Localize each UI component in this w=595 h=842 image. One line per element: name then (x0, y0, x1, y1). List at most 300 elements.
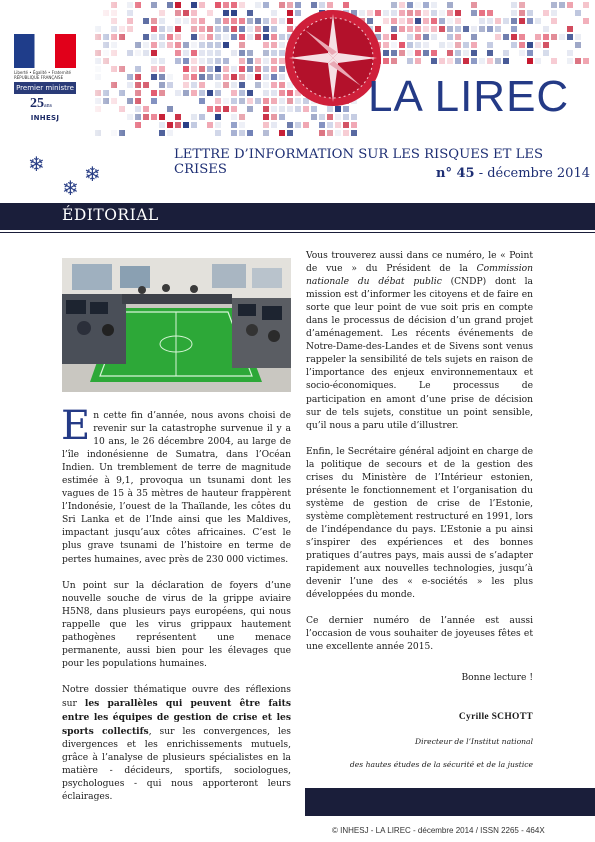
mosaic-tile (471, 58, 477, 64)
mosaic-tile (423, 2, 429, 8)
mosaic-tile (175, 18, 181, 24)
mosaic-tile (471, 2, 477, 8)
mosaic-tile (207, 106, 213, 112)
mosaic-tile (415, 18, 421, 24)
mosaic-tile (279, 66, 285, 72)
mosaic-tile (279, 50, 285, 56)
crisis-room-photo (62, 258, 291, 392)
mosaic-tile (463, 50, 469, 56)
mosaic-tile (431, 34, 437, 40)
mosaic-tile (151, 2, 157, 8)
mosaic-tile (215, 26, 221, 32)
mosaic-tile (551, 18, 557, 24)
mosaic-tile (287, 2, 293, 8)
mosaic-tile (511, 34, 517, 40)
mosaic-tile (391, 58, 397, 64)
mosaic-tile (263, 98, 269, 104)
mosaic-tile (415, 2, 421, 8)
mosaic-tile (391, 18, 397, 24)
mosaic-tile (207, 66, 213, 72)
mosaic-tile (327, 122, 333, 128)
mosaic-tile (159, 74, 165, 80)
mosaic-tile (503, 18, 509, 24)
mosaic-tile (327, 114, 333, 120)
mosaic-tile (223, 18, 229, 24)
mosaic-tile (279, 58, 285, 64)
mosaic-tile (447, 2, 453, 8)
mosaic-tile (167, 82, 173, 88)
editorial-left-column (61, 403, 291, 817)
mosaic-tile (327, 106, 333, 112)
mosaic-tile (175, 122, 181, 128)
mosaic-tile (271, 42, 277, 48)
mosaic-tile (399, 42, 405, 48)
mosaic-tile (295, 10, 301, 16)
mosaic-tile (215, 42, 221, 48)
french-flag-icon (14, 34, 76, 68)
mosaic-tile (439, 18, 445, 24)
mosaic-tile (271, 106, 277, 112)
mosaic-tile (247, 130, 253, 136)
mosaic-tile (543, 34, 549, 40)
mosaic-tile (239, 34, 245, 40)
mosaic-tile (239, 74, 245, 80)
newsletter-subtitle: LETTRE D’INFORMATION SUR LES RISQUES ET LES CRISES (174, 147, 544, 177)
mosaic-tile (367, 10, 373, 16)
mosaic-tile (263, 122, 269, 128)
footer-text: © INHESJ - LA LIREC - décembre 2014 / ISSN 2265 - 464X (332, 826, 545, 835)
mosaic-tile (287, 26, 293, 32)
mosaic-tile (231, 2, 237, 8)
mosaic-tile (279, 130, 285, 136)
drop-cap: E (61, 403, 91, 449)
snowflake-icon: ❄ (62, 176, 79, 200)
mosaic-tile (303, 122, 309, 128)
mosaic-tile (183, 18, 189, 24)
mosaic-tile (295, 98, 301, 104)
mosaic-tile (263, 130, 269, 136)
mosaic-tile (455, 18, 461, 24)
mosaic-tile (567, 50, 573, 56)
mosaic-tile (231, 74, 237, 80)
mosaic-tile (263, 58, 269, 64)
mosaic-tile (471, 26, 477, 32)
mosaic-tile (447, 10, 453, 16)
mosaic-tile (191, 82, 197, 88)
mosaic-tile (223, 98, 229, 104)
mosaic-tile (263, 50, 269, 56)
mosaic-tile (287, 98, 293, 104)
mosaic-tile (583, 2, 589, 8)
signature-name: Cyrille SCHOTT (458, 712, 533, 723)
mosaic-tile (263, 66, 269, 72)
mosaic-tile (231, 122, 237, 128)
mosaic-tile (495, 58, 501, 64)
mosaic-tile (263, 42, 269, 48)
mosaic-tile (223, 34, 229, 40)
mosaic-tile (287, 18, 293, 24)
mosaic-tile (239, 50, 245, 56)
mosaic-tile (327, 2, 333, 8)
mosaic-tile (199, 90, 205, 96)
section-title: ÉDITORIAL (62, 206, 159, 224)
mosaic-tile (247, 90, 253, 96)
mosaic-tile (407, 18, 413, 24)
mosaic-tile (215, 18, 221, 24)
mosaic-tile (495, 26, 501, 32)
mosaic-tile (423, 18, 429, 24)
mosaic-tile (383, 58, 389, 64)
mosaic-tile (415, 26, 421, 32)
mosaic-tile (431, 50, 437, 56)
signature-role-line-1: Directeur de l’Institut national (415, 737, 533, 747)
mosaic-tile (183, 50, 189, 56)
mosaic-tile (487, 42, 493, 48)
mosaic-tile (199, 114, 205, 120)
mosaic-tile (439, 42, 445, 48)
mosaic-tile (335, 122, 341, 128)
mosaic-tile (407, 10, 413, 16)
compass-icon (285, 10, 381, 106)
mosaic-tile (167, 26, 173, 32)
mosaic-tile (159, 26, 165, 32)
mosaic-tile (263, 34, 269, 40)
mosaic-tile (191, 42, 197, 48)
mosaic-tile (231, 10, 237, 16)
mosaic-tile (519, 42, 525, 48)
mosaic-tile (175, 90, 181, 96)
mosaic-tile (159, 90, 165, 96)
mosaic-tile (423, 10, 429, 16)
mosaic-tile (431, 18, 437, 24)
mosaic-tile (415, 50, 421, 56)
mosaic-tile (439, 10, 445, 16)
mosaic-tile (223, 82, 229, 88)
mosaic-tile (159, 82, 165, 88)
mosaic-tile (415, 58, 421, 64)
mosaic-tile (151, 42, 157, 48)
mosaic-tile (271, 58, 277, 64)
editorial-paragraph: Ce dernier numéro de l’année est aussi l’occasion de vous souhaiter de joyeuses fêtes et une excellente année 2015. (306, 616, 533, 653)
mosaic-tile (199, 66, 205, 72)
mosaic-tile (407, 50, 413, 56)
mosaic-tile (167, 2, 173, 8)
institute-name: INHESJ (30, 114, 60, 122)
mosaic-tile (183, 82, 189, 88)
mosaic-tile (535, 34, 541, 40)
mosaic-tile (511, 10, 517, 16)
mosaic-tile (191, 74, 197, 80)
mosaic-tile (383, 50, 389, 56)
mosaic-tile (207, 122, 213, 128)
issue-date: - décembre 2014 (474, 166, 590, 181)
mosaic-tile (159, 34, 165, 40)
mosaic-tile (215, 106, 221, 112)
mosaic-tile (391, 26, 397, 32)
mosaic-tile (271, 82, 277, 88)
editorial-paragraph: Vous trouverez aussi dans ce numéro, le « Point de vue » du Président de la Commission nationale du débat public (CNDP) dont la mission est d’informer les citoyens et de faire en sorte que leur point de vue soit pris en compte dans le processus de décision d’un grand projet d’aménagement. Les récents événements de Notre-Dame-des-Landes et de Sivens sont venus rappeler la sensibilité de tels sujets en raison de l’importance des enjeux environnementaux et socio-économiques. Le processus de participation en amont d’une prise de décision sur de tels sujets, constitue un point sensible, qu’il nous a paru utile d’illustrer. (306, 251, 533, 431)
mosaic-tile (279, 74, 285, 80)
mosaic-tile (351, 122, 357, 128)
mosaic-tile (527, 50, 533, 56)
mosaic-tile (423, 34, 429, 40)
mosaic-tile (159, 130, 165, 136)
mosaic-tile (263, 18, 269, 24)
mosaic-tile (575, 58, 581, 64)
mosaic-tile (255, 82, 261, 88)
mosaic-tile (343, 106, 349, 112)
mosaic-tile (287, 106, 293, 112)
anniversary-suffix: ans (44, 103, 52, 109)
mosaic-tile (175, 26, 181, 32)
mosaic-tile (199, 82, 205, 88)
mosaic-tile (215, 74, 221, 80)
mosaic-tile (151, 74, 157, 80)
mosaic-tile (375, 10, 381, 16)
mosaic-tile (191, 114, 197, 120)
mosaic-tile (527, 10, 533, 16)
mosaic-tile (287, 10, 293, 16)
mosaic-tile (239, 66, 245, 72)
mosaic-tile (311, 114, 317, 120)
mosaic-tile (303, 106, 309, 112)
mosaic-tile (295, 2, 301, 8)
mosaic-tile (247, 66, 253, 72)
mosaic-tile (479, 18, 485, 24)
mosaic-tile (415, 10, 421, 16)
mosaic-tile (151, 34, 157, 40)
mosaic-tile (503, 34, 509, 40)
mosaic-tile (447, 34, 453, 40)
editorial-right-column (306, 250, 533, 783)
mosaic-tile (527, 42, 533, 48)
mosaic-tile (343, 114, 349, 120)
mosaic-tile (439, 26, 445, 32)
mosaic-tile (215, 98, 221, 104)
mosaic-tile (263, 90, 269, 96)
mosaic-tile (463, 42, 469, 48)
mosaic-tile (175, 2, 181, 8)
mosaic-tile (255, 74, 261, 80)
mosaic-tile (271, 122, 277, 128)
mosaic-tile (423, 50, 429, 56)
mosaic-tile (151, 98, 157, 104)
mosaic-tile (207, 42, 213, 48)
mosaic-tile (199, 50, 205, 56)
mosaic-tile (527, 18, 533, 24)
mosaic-tile (239, 90, 245, 96)
mosaic-tile (199, 26, 205, 32)
mosaic-tile (431, 10, 437, 16)
mosaic-tile (271, 66, 277, 72)
mosaic-tile (415, 42, 421, 48)
mosaic-tile (511, 42, 517, 48)
mosaic-tile (407, 2, 413, 8)
mosaic-tile (255, 26, 261, 32)
mosaic-tile (367, 18, 373, 24)
mosaic-tile (567, 34, 573, 40)
mosaic-tile (311, 2, 317, 8)
mosaic-tile (351, 130, 357, 136)
mosaic-tile (159, 10, 165, 16)
mosaic-tile (567, 2, 573, 8)
mosaic-tile (191, 58, 197, 64)
mosaic-tile (335, 130, 341, 136)
mosaic-tile (199, 58, 205, 64)
mosaic-tile (159, 114, 165, 120)
mosaic-tile (519, 34, 525, 40)
mosaic-tile (271, 26, 277, 32)
mosaic-tile (431, 58, 437, 64)
mosaic-tile (199, 74, 205, 80)
mosaic-tile (231, 82, 237, 88)
mosaic-tile (311, 106, 317, 112)
mosaic-tile (535, 42, 541, 48)
mosaic-tile (271, 50, 277, 56)
mosaic-tile (543, 10, 549, 16)
mosaic-tile (175, 34, 181, 40)
mosaic-tile (383, 10, 389, 16)
mosaic-tile (239, 122, 245, 128)
mosaic-tile (175, 50, 181, 56)
mosaic-tile (239, 82, 245, 88)
mosaic-tile (479, 26, 485, 32)
mosaic-tile (471, 10, 477, 16)
mosaic-tile (199, 98, 205, 104)
mosaic-tile (191, 90, 197, 96)
mosaic-tile (191, 18, 197, 24)
mosaic-tile (279, 42, 285, 48)
mosaic-tile (239, 18, 245, 24)
mosaic-tile (151, 58, 157, 64)
mosaic-tile (183, 122, 189, 128)
mosaic-tile (255, 58, 261, 64)
mosaic-tile (279, 82, 285, 88)
mosaic-tile (551, 10, 557, 16)
mosaic-tile (295, 106, 301, 112)
mosaic-tile (223, 42, 229, 48)
mosaic-tile (471, 50, 477, 56)
mosaic-tile (383, 42, 389, 48)
mosaic-tile (207, 50, 213, 56)
mosaic-tile (391, 34, 397, 40)
mosaic-tile (431, 2, 437, 8)
mosaic-tile (167, 42, 173, 48)
mosaic-tile (279, 114, 285, 120)
mosaic-tile (543, 50, 549, 56)
mosaic-tile (423, 26, 429, 32)
mosaic-tile (247, 18, 253, 24)
mosaic-tile (271, 74, 277, 80)
mosaic-tile (239, 114, 245, 120)
mosaic-tile (151, 114, 157, 120)
mosaic-tile (191, 66, 197, 72)
mosaic-tile (215, 34, 221, 40)
signature-role-line-2: des hautes études de la sécurité et de la justice (349, 760, 533, 770)
mosaic-tile (471, 34, 477, 40)
mosaic-tile (551, 2, 557, 8)
italic-text: Commission nationale du débat public (306, 264, 533, 288)
mosaic-tile (271, 34, 277, 40)
closing-line: Bonne lecture ! (461, 673, 533, 684)
mosaic-tile (215, 122, 221, 128)
mosaic-tile (191, 2, 197, 8)
mosaic-tile (471, 42, 477, 48)
mosaic-tile (399, 50, 405, 56)
mosaic-tile (175, 114, 181, 120)
mosaic-tile (559, 34, 565, 40)
mosaic-tile (511, 26, 517, 32)
mosaic-tile (223, 10, 229, 16)
mosaic-tile (167, 34, 173, 40)
mosaic-tile (167, 74, 173, 80)
mosaic-tile (487, 26, 493, 32)
mosaic-tile (231, 98, 237, 104)
mosaic-tile (359, 10, 365, 16)
mosaic-tile (455, 34, 461, 40)
mosaic-tile (247, 10, 253, 16)
editorial-paragraph: Un point sur la déclaration de foyers d’une nouvelle souche de virus de la grippe aviaire H5N8, dans plusieurs pays européens, qui nous rappelle que les virus grippaux hautement pathogènes représentent une menace permanente, aussi bien pour les élevages que pour les populations humaines. (62, 580, 291, 669)
mosaic-tile (215, 50, 221, 56)
mosaic-tile (207, 26, 213, 32)
mosaic-tile (239, 98, 245, 104)
mosaic-tile (343, 130, 349, 136)
mosaic-tile (511, 2, 517, 8)
mosaic-tile (447, 58, 453, 64)
mosaic-tile (183, 42, 189, 48)
mosaic-tile (231, 50, 237, 56)
mosaic-tile (207, 58, 213, 64)
mosaic-tile (511, 18, 517, 24)
mosaic-tile (159, 66, 165, 72)
mosaic-tile (151, 50, 157, 56)
mosaic-tile (455, 26, 461, 32)
mosaic-tile (575, 10, 581, 16)
mosaic-tile (319, 2, 325, 8)
mosaic-tile (231, 130, 237, 136)
mosaic-tile (519, 10, 525, 16)
mosaic-tile (231, 114, 237, 120)
editorial-paragraph: En cette fin d’année, nous avons choisi de revenir sur la catastrophe survenue il y a 10 ans, le 26 décembre 2004, au large de l’île indonésienne de Sumatra, dans l’Océan Indien. Un tremblement de terre de magnitude estimée à 9,1, provoqua un tsunami dont les vagues de 15 à 35 mètres de hauteur frappèrent l’Indonésie, l’ouest de la Thaïlande, les côtes du Sri Lanka et de l’Inde ainsi que les Maldives, impactant jusqu’aux côtes africaines. C’est le plus grave tsunami de l’histoire en terme de pertes humaines, avec près de 230 000 victimes. (61, 403, 291, 565)
mosaic-tile (487, 58, 493, 64)
mosaic-tile (519, 18, 525, 24)
mosaic-tile (223, 58, 229, 64)
mosaic-tile (263, 114, 269, 120)
mosaic-tile (535, 18, 541, 24)
mosaic-tile (279, 34, 285, 40)
mosaic-tile (383, 18, 389, 24)
mosaic-tile (463, 26, 469, 32)
mosaic-tile (175, 58, 181, 64)
mosaic-tile (455, 50, 461, 56)
mosaic-tile (343, 122, 349, 128)
mosaic-tile (215, 2, 221, 8)
mosaic-tile (239, 2, 245, 8)
mosaic-tile (487, 18, 493, 24)
mosaic-tile (231, 66, 237, 72)
mosaic-tile (383, 34, 389, 40)
mosaic-tile (199, 2, 205, 8)
mosaic-tile (191, 10, 197, 16)
mosaic-tile (279, 90, 285, 96)
mosaic-tile (295, 122, 301, 128)
mosaic-tile (175, 10, 181, 16)
mosaic-tile (407, 34, 413, 40)
mosaic-tile (399, 2, 405, 8)
mosaic-tile (263, 2, 269, 8)
mosaic-tile (503, 58, 509, 64)
mosaic-tile (271, 10, 277, 16)
